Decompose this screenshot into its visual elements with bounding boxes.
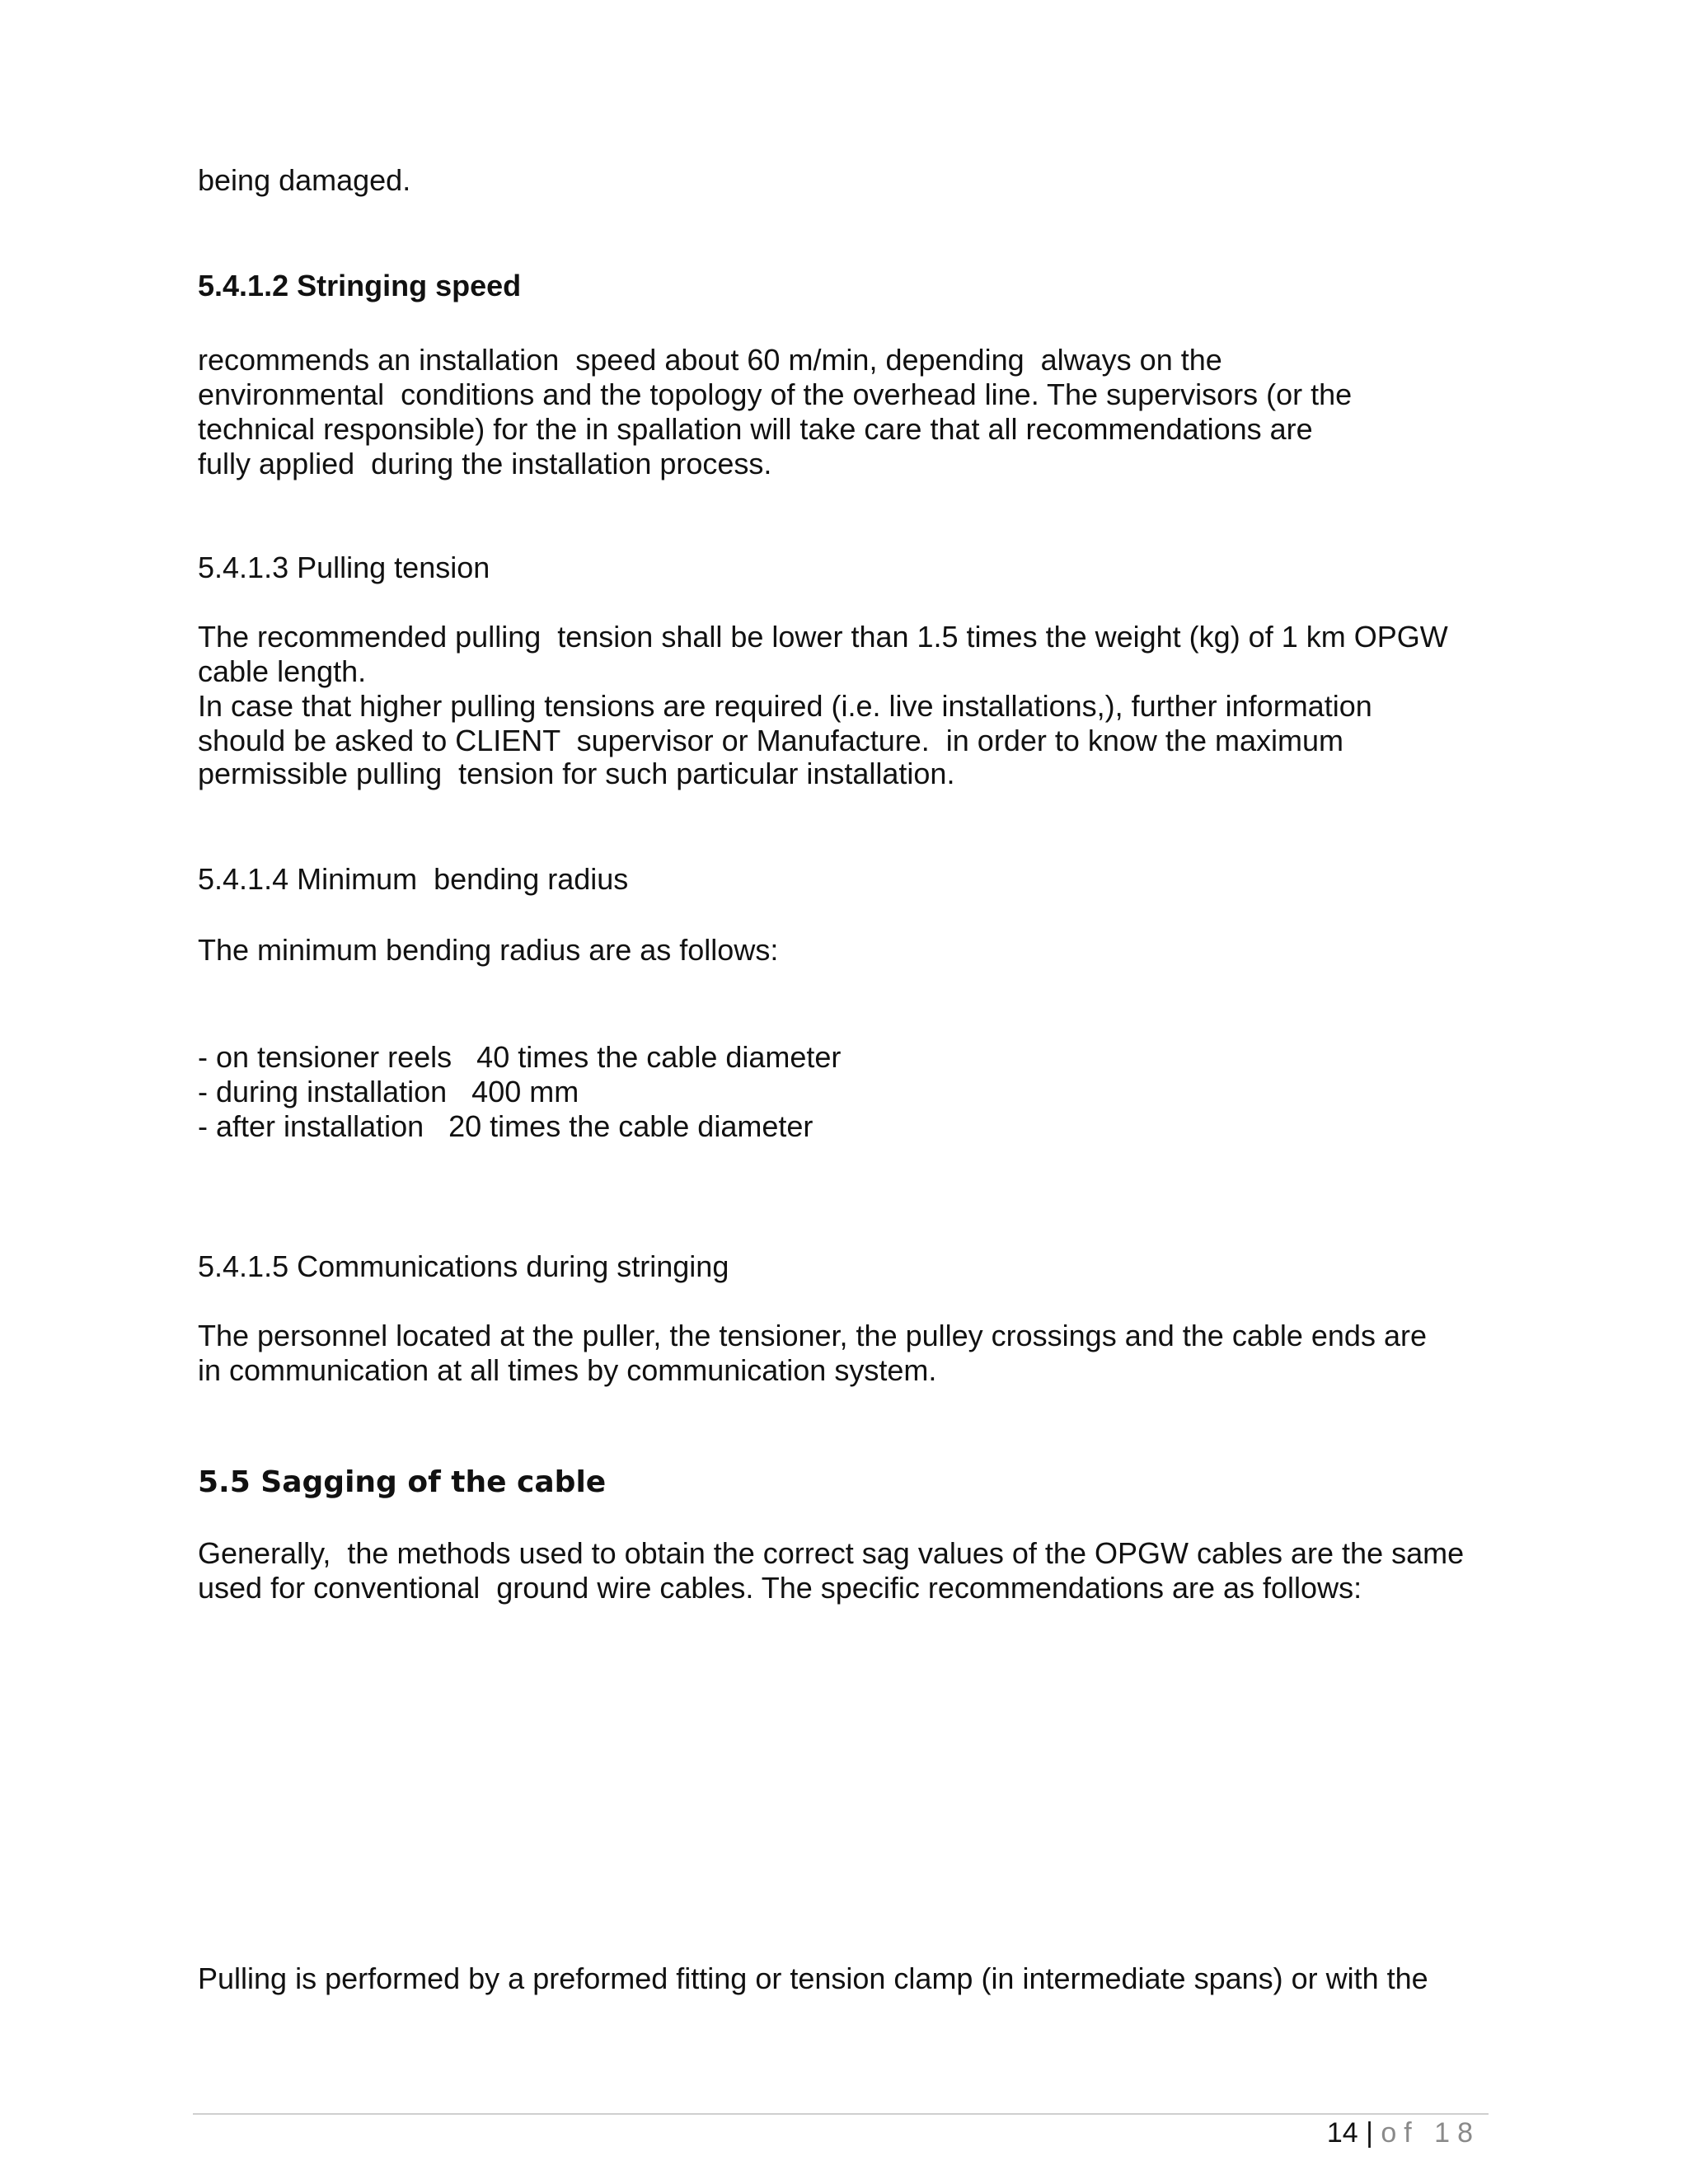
page-number-footer [1327,2116,1480,2149]
body-text-line: should be asked to CLIENT supervisor or Manufacture. in order to know the maximum [198,724,1343,757]
page-total: of 18 [1381,2117,1480,2149]
list-item: - after installation 20 times the cable diameter [198,1109,814,1143]
body-text-line: In case that higher pulling tensions are required (i.e. live installations,), further information [198,689,1372,723]
page-number: 14 [1326,2117,1358,2149]
list-item: - during installation 400 mm [198,1075,579,1108]
section-heading-5-4-1-3: 5.4.1.3 Pulling tension [198,551,490,584]
body-text-line: technical responsible) for the in spallation will take care that all recommendations are [198,412,1313,446]
body-text-line: environmental conditions and the topology of the overhead line. The supervisors (or the [198,377,1353,411]
section-heading-5-5: 5.5 Sagging of the cable [198,1465,607,1499]
page-separator: | [1357,2117,1381,2149]
body-text-line: The minimum bending radius are as follows: [198,933,779,967]
body-text-line: cable length. [198,654,367,688]
footer-divider [193,2113,1489,2115]
section-heading-5-4-1-4: 5.4.1.4 Minimum bending radius [198,862,629,896]
body-text-line: Generally, the methods used to obtain the correct sag values of the OPGW cables are the same [198,1536,1465,1570]
body-text-line: Pulling is performed by a preformed fitting or tension clamp (in intermediate spans) or with the [198,1961,1428,1995]
body-text-line: recommends an installation speed about 60 m/min, depending always on the [198,343,1222,377]
body-text-line: being damaged. [198,163,411,197]
body-text-line: The recommended pulling tension shall be lower than 1.5 times the weight (kg) of 1 km OPGW [198,620,1448,654]
body-text-line: used for conventional ground wire cables. The specific recommendations are as follows: [198,1571,1362,1605]
list-item: - on tensioner reels 40 times the cable diameter [198,1040,842,1074]
section-heading-5-4-1-5: 5.4.1.5 Communications during stringing [198,1249,729,1283]
section-heading-5-4-1-2: 5.4.1.2 Stringing speed [198,269,522,302]
body-text-line: The personnel located at the puller, the tensioner, the pulley crossings and the cable ends are [198,1319,1427,1352]
body-text-line: in communication at all times by communication system. [198,1353,937,1387]
body-text-line: permissible pulling tension for such particular installation. [198,757,955,790]
body-text-line: fully applied during the installation process. [198,447,772,480]
